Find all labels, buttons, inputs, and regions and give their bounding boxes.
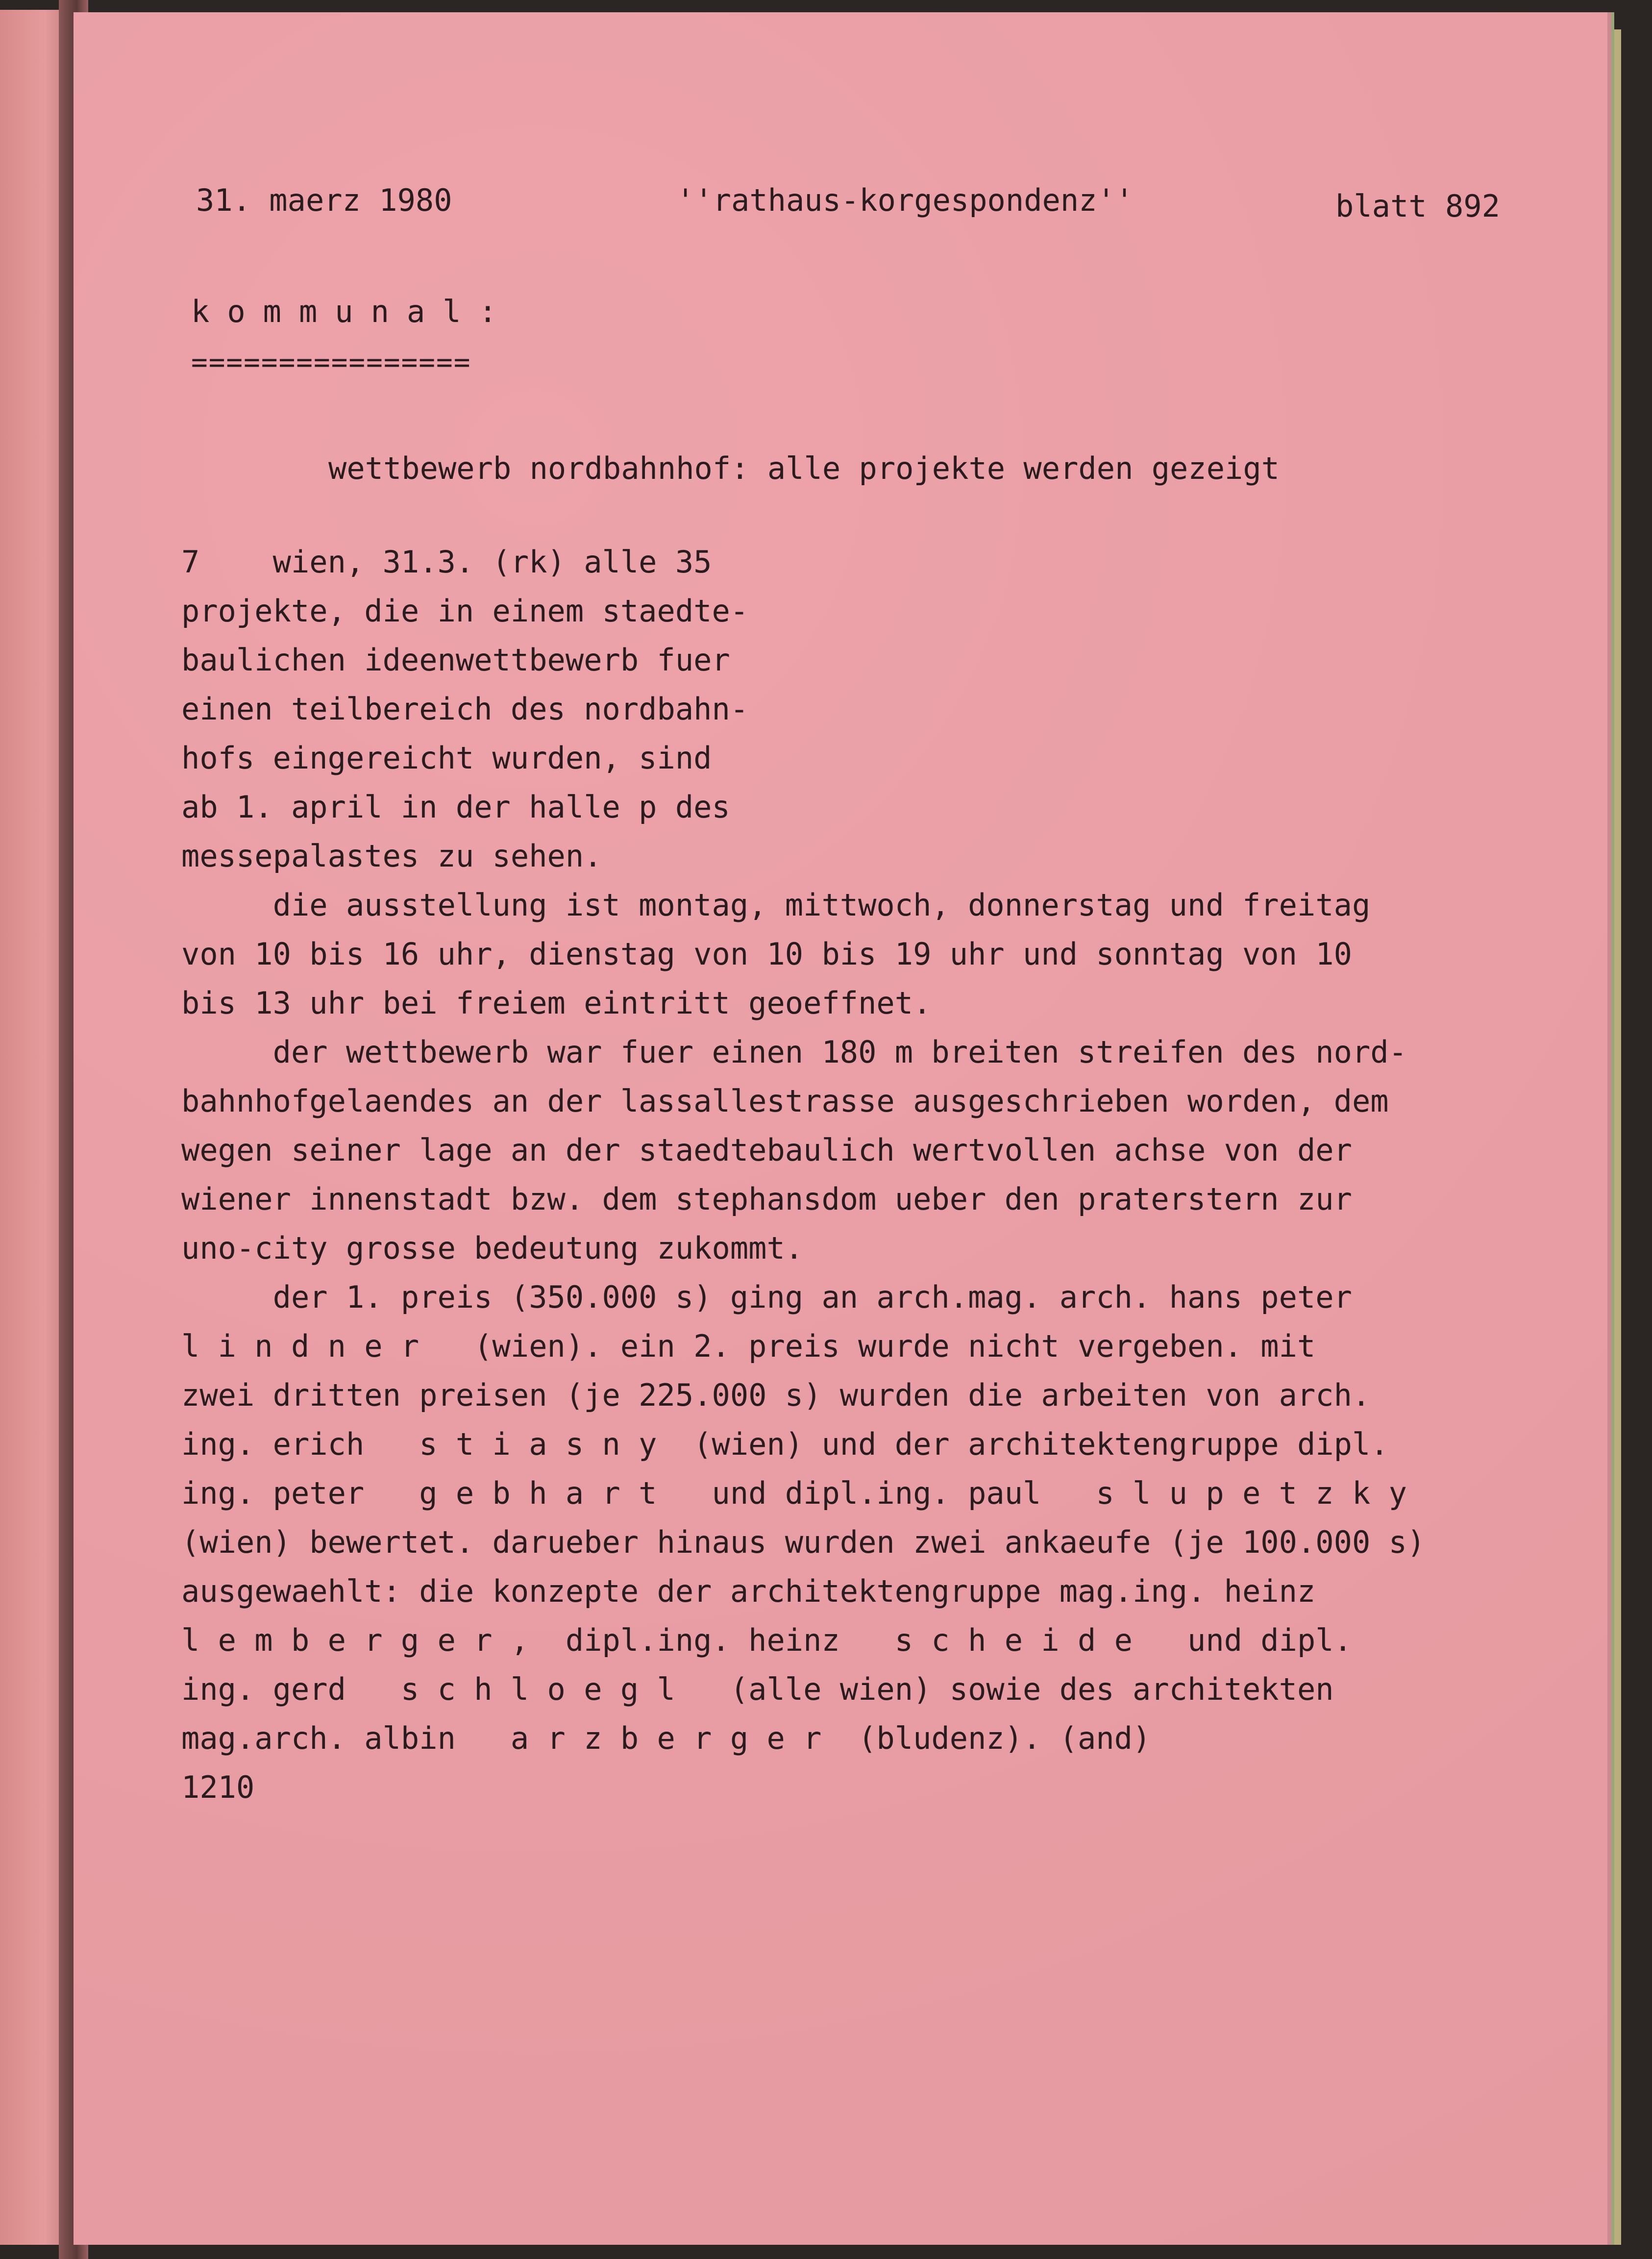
body-line: 1210 xyxy=(181,1769,255,1805)
body-line: ing. peter g e b h a r t und dipl.ing. paul s l u p e t z k y xyxy=(181,1475,1407,1511)
body-line: ing. erich s t i a s n y (wien) und der architektengruppe dipl. xyxy=(181,1426,1389,1462)
body-line: der wettbewerb war fuer einen 180 m breiten streifen des nord- xyxy=(181,1034,1407,1070)
header-date: 31. maerz 1980 xyxy=(196,182,452,218)
header-publication: ''rathaus-korgespondenz'' xyxy=(676,182,1134,218)
body-line: mag.arch. albin a r z b e r g e r (bludenz). (and) xyxy=(181,1720,1151,1756)
body-line: projekte, die in einem staedte- xyxy=(181,593,749,629)
body-line: bis 13 uhr bei freiem eintritt geoeffnet. xyxy=(181,985,932,1021)
article-body xyxy=(181,544,1425,1818)
body-line: uno-city grosse bedeutung zukommt. xyxy=(181,1230,804,1266)
body-line: zwei dritten preisen (je 225.000 s) wurden die arbeiten von arch. xyxy=(181,1377,1371,1413)
header-page-number: blatt 892 xyxy=(1335,188,1500,224)
body-line: hofs eingereicht wurden, sind xyxy=(181,740,712,776)
body-line: messepalastes zu sehen. xyxy=(181,838,602,874)
body-line: (wien) bewertet. darueber hinaus wurden zwei ankaeufe (je 100.000 s) xyxy=(181,1524,1426,1560)
body-line: ab 1. april in der halle p des xyxy=(181,789,730,825)
body-line: der 1. preis (350.000 s) ging an arch.mag. arch. hans peter xyxy=(181,1279,1352,1315)
body-line: baulichen ideenwettbewerb fuer xyxy=(181,642,730,678)
body-line: ing. gerd s c h l o e g l (alle wien) sowie des architekten xyxy=(181,1671,1334,1707)
body-line: wegen seiner lage an der staedtebaulich wertvollen achse von der xyxy=(181,1132,1352,1168)
body-line: l i n d n e r (wien). ein 2. preis wurde nicht vergeben. mit xyxy=(181,1328,1316,1364)
body-line: l e m b e r g e r , dipl.ing. heinz s c h e i d e und dipl. xyxy=(181,1622,1352,1658)
body-line: ausgewaehlt: die konzepte der architektengruppe mag.ing. heinz xyxy=(181,1573,1316,1609)
body-line: wiener innenstadt bzw. dem stephansdom ueber den praterstern zur xyxy=(181,1181,1352,1217)
body-line: einen teilbereich des nordbahn- xyxy=(181,691,749,727)
body-line: die ausstellung ist montag, mittwoch, donnerstag und freitag xyxy=(181,887,1371,923)
body-line: 7 wien, 31.3. (rk) alle 35 xyxy=(181,544,712,580)
section-underline: ================ xyxy=(191,347,471,378)
section-title: kommunal: xyxy=(191,294,515,329)
article-headline: wettbewerb nordbahnhof: alle projekte werden gezeigt xyxy=(328,450,1280,486)
body-line: von 10 bis 16 uhr, dienstag von 10 bis 19 uhr und sonntag von 10 xyxy=(181,936,1352,972)
body-line: bahnhofgelaendes an der lassallestrasse ausgeschrieben worden, dem xyxy=(181,1083,1389,1119)
